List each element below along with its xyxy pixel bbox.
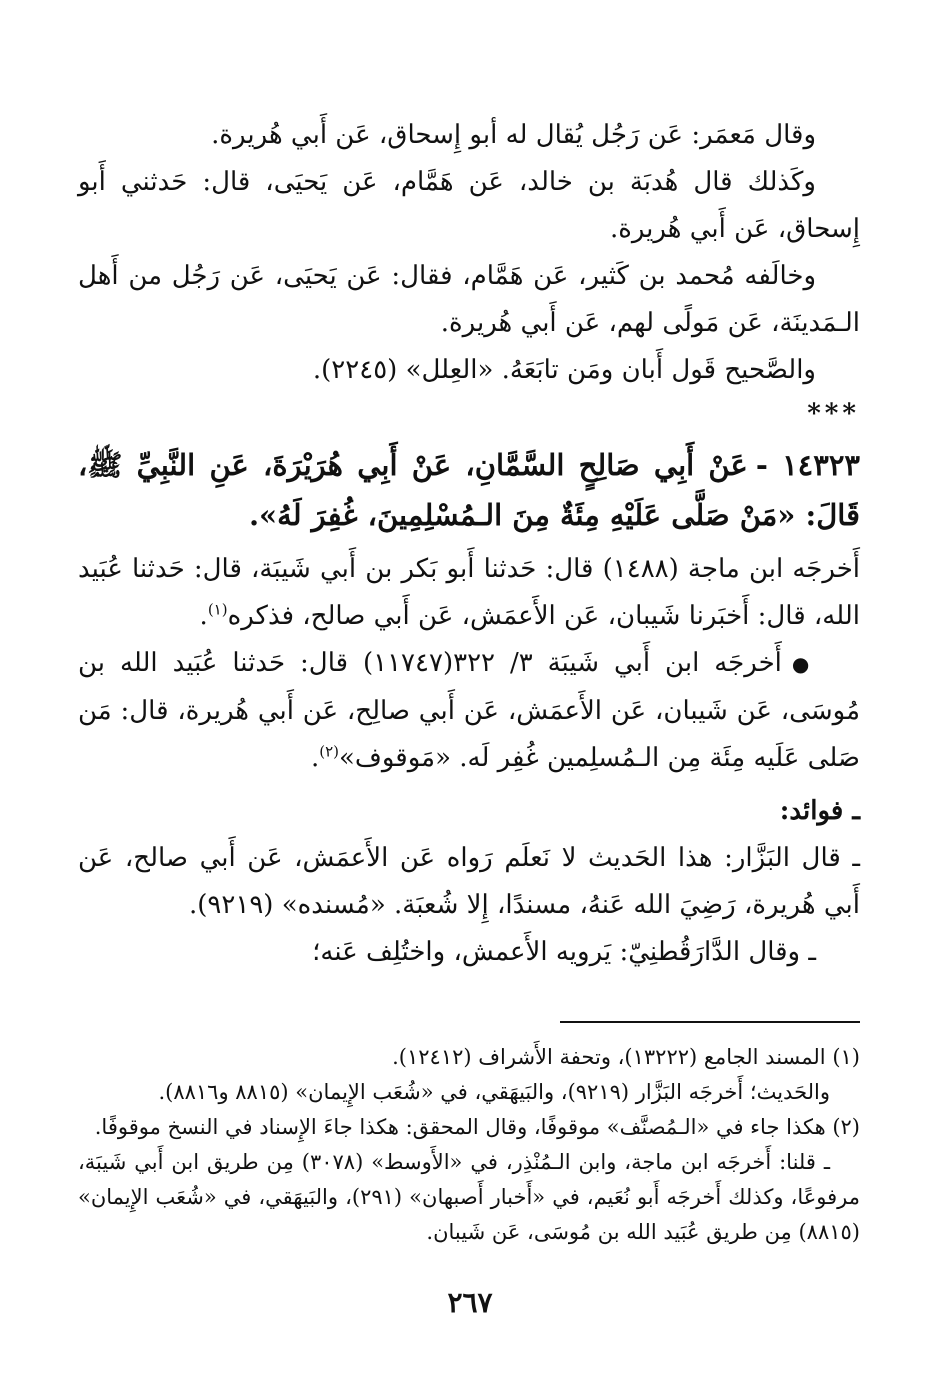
paragraph-ibn-majah [78, 546, 860, 640]
ibn-abi-shaybah-text: أَخرجَه ابن أَبي شَيبَة ٣/ ٣٢٢(١١٧٤٧) قال: حَدثنا عُبَيد الله بن مُوسَى، عَن شَيبان، عَن الأَعمَش، عَن أَبي صالِح، عَن أَبي هُريرة، قال: مَن صَلى عَلَيه مِئَة مِن الـمُسلِمين غُفِر لَه. «مَوقوف» [78, 648, 860, 773]
fawaid-heading: ـ فوائد: [779, 796, 860, 826]
paragraph-muhammad-bin-kathir: وخالَفه مُحمد بن كَثير، عَن هَمَّام، فقال: عَن يَحيَى، عَن رَجُل من أَهل الـمَدينَة، عَن مَولًى لهم، عَن أَبي هُريرة. [78, 261, 860, 338]
footnote-1: (١) المسند الجامع (١٣٢٢٢)، وتحفة الأَشراف (١٢٤١٢). [392, 1045, 860, 1069]
paragraph-bazzar: ـ قال البَزَّار: هذا الحَديث لا نَعلَم رَواه عَن الأَعمَش، عَن أَبي صالح، عَن أَبي هُريرة، رَضِيَ الله عَنهُ، مسندًا، إِلا شُعبَة. «مُسنده» (٩٢١٩). [78, 843, 860, 920]
footnote-divider [560, 1021, 860, 1023]
paragraph-ibn-abi-shaybah [78, 640, 860, 782]
footnote-ref-1[interactable]: (١) [207, 600, 228, 619]
paragraph-mamar: وقال مَعمَر: عَن رَجُل يُقال له أبو إِسحاق، عَن أَبي هُريرة. [211, 120, 816, 150]
hadith-text: عَنْ أَبِي صَالِحٍ السَّمَّانِ، عَنْ أَبِي هُرَيْرَةَ، عَنِ النَّبِيِّ ﷺ، قَالَ: «مَنْ صَلَّى عَلَيْهِ مِئَةٌ مِنَ الـمُسْلِمِينَ، غُفِرَ لَهُ». [78, 448, 860, 532]
bullet-icon: ● [791, 652, 817, 676]
ibn-abi-shaybah-end: . [310, 743, 320, 773]
paragraph-hudba: وكَذلك قال هُدبَة بن خالد، عَن هَمَّام، عَن يَحيَى، قال: حَدثني أَبو إِسحاق، عَن أَبي هُريرة. [78, 167, 860, 244]
hadith-number: ١٤٣٢٣ - [755, 448, 860, 482]
hadith-block [78, 440, 860, 540]
ibn-majah-end: . [199, 601, 208, 631]
footnote-2-continued: ـ قلنا: أَخرجَه ابن ماجة، وابن الـمُنْذِر، في «الأَوسط» (٣٠٧٨) مِن طريق ابن أَبي شَيبَة، مرفوعًا، وكذلك أَخرجَه أَبو نُعَيم، في «أَخبار أَصبهان» (٢٩١)، والبَيهَقي، في «شُعَب الإِيمان» (٨٨١٥) مِن طريق عُبَيد الله بن مُوسَى، عَن شَيبان. [78, 1150, 860, 1244]
ibn-majah-text: أَخرجَه ابن ماجة (١٤٨٨) قال: حَدثنا أَبو بَكر بن أَبي شَيبَة، قال: حَدثنا عُبَيد الله، قال: أَخبَرنا شَيبان، عَن الأَعمَش، عَن أَبي صالح، فذكره [78, 554, 861, 631]
paragraph-sahih: والصَّحيح قَول أَبان ومَن تابَعَهُ. «العِلل» (٢٢٤٥). [312, 355, 816, 385]
footnote-ref-2[interactable]: (٢) [319, 742, 339, 761]
section-separator: *** [807, 399, 860, 429]
paragraph-daraqutni: ـ وقال الدَّارَقُطنِيّ: يَرويه الأَعمش، واختُلِف عَنه؛ [312, 937, 816, 967]
page-number: ٢٦٧ [447, 1286, 493, 1319]
footnote-1-continued: والحَديث؛ أَخرجَه البَزَّار (٩٢١٩)، والبَيهَقي، في «شُعَب الإِيمان» (٨٨١٥ و٨٨١٦). [158, 1080, 830, 1104]
footnotes [78, 1040, 860, 1250]
footnote-2: (٢) هكذا جاء في «الـمُصنَّف» موقوفًا، وقال المحقق: هكذا جاءَ الإِسناد في النسخ موقوفًا. [94, 1115, 860, 1139]
main-text [78, 112, 860, 976]
